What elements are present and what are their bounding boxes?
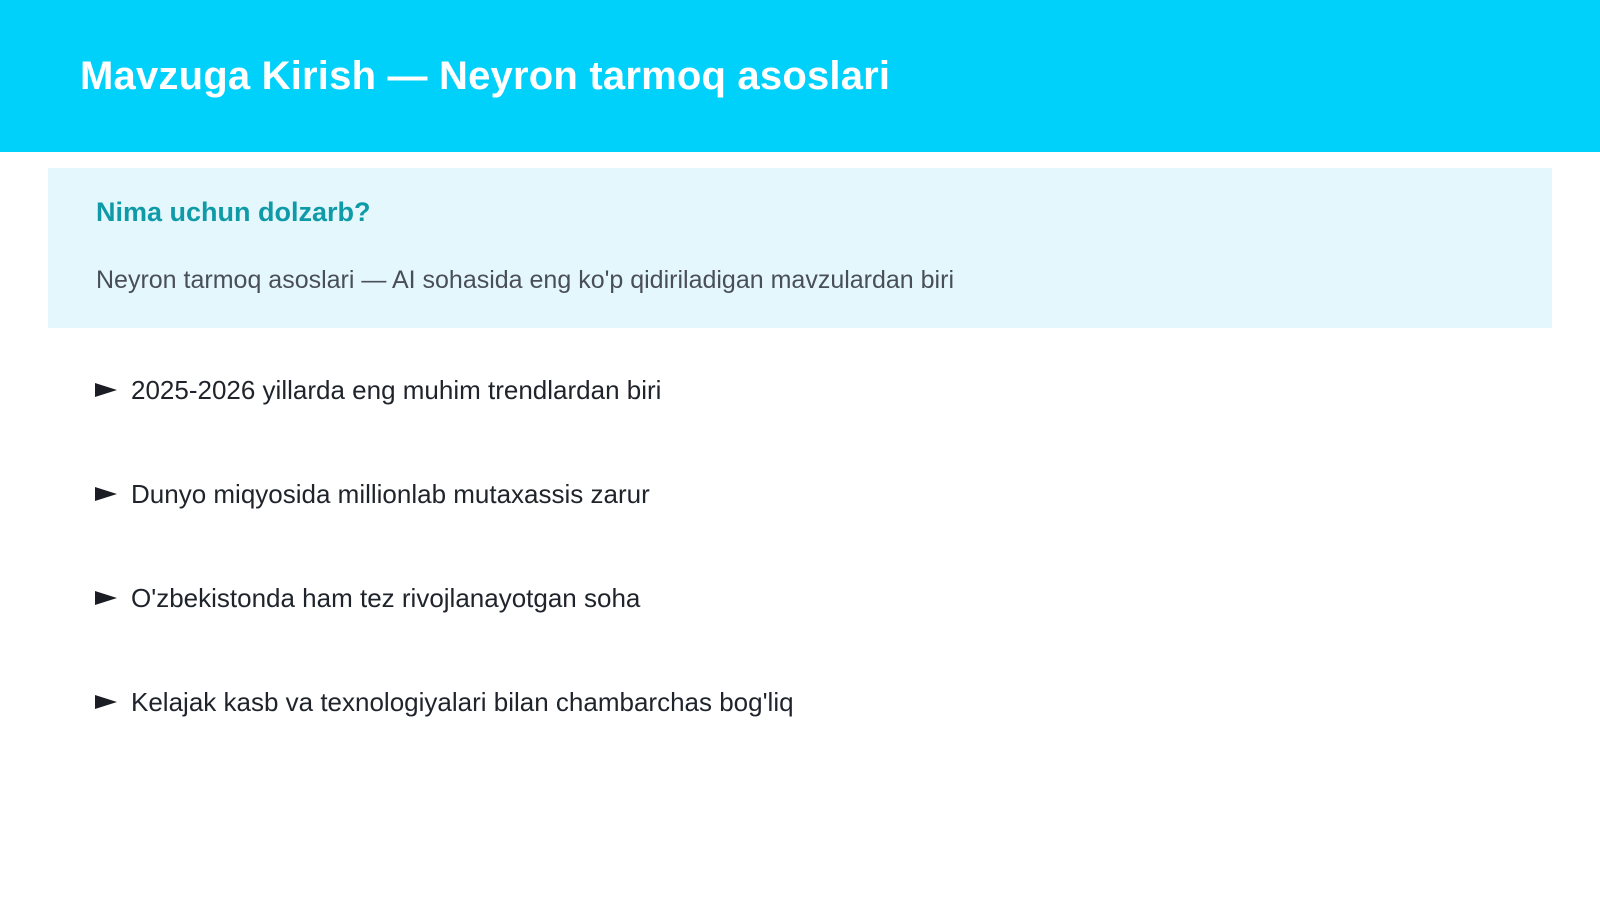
triangle-right-icon: [95, 383, 117, 397]
triangle-right-icon: [95, 695, 117, 709]
list-item: [95, 580, 1495, 616]
bullet-text: O'zbekistonda ham tez rivojlanayotgan soha: [131, 582, 641, 613]
list-item: [95, 372, 1495, 408]
callout-box: [48, 168, 1552, 328]
slide-title: Mavzuga Kirish — Neyron tarmoq asoslari: [80, 54, 891, 98]
bullet-text: Kelajak kasb va texnologiyalari bilan chambarchas bog'liq: [131, 686, 794, 717]
callout-heading: Nima uchun dolzarb?: [96, 197, 371, 227]
triangle-right-icon: [95, 591, 117, 605]
header-bar: [0, 0, 1600, 152]
list-item: [95, 476, 1495, 512]
list-item: [95, 684, 1495, 720]
triangle-right-icon: [95, 487, 117, 501]
callout-text: Neyron tarmoq asoslari — AI sohasida eng ko'p qidiriladigan mavzulardan biri: [96, 266, 954, 294]
bullet-text: 2025-2026 yillarda eng muhim trendlardan biri: [131, 374, 662, 405]
bullet-list: [95, 372, 1495, 788]
bullet-text: Dunyo miqyosida millionlab mutaxassis zarur: [131, 478, 650, 509]
